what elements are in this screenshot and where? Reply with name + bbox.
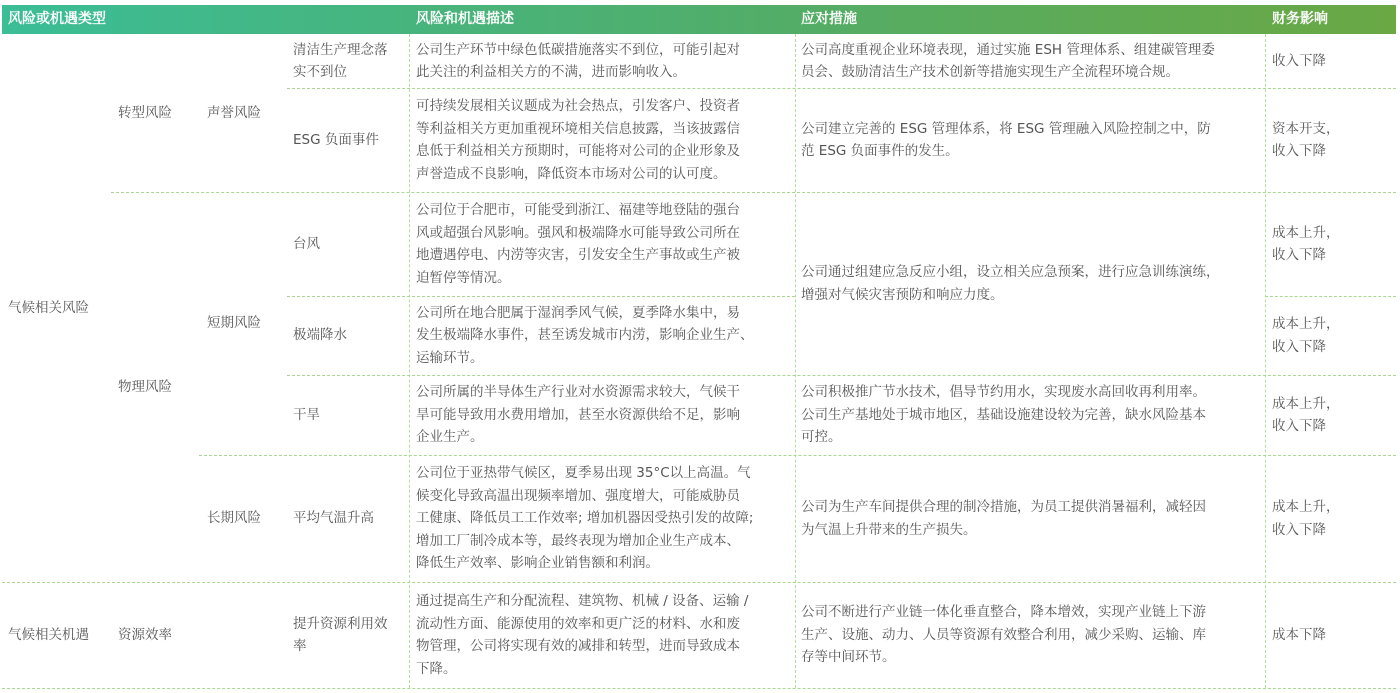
risk-name-extreme-rainfall: 极端降水 (293, 327, 347, 344)
risk-description: 公司位于亚热带气候区，夏季易出现 35°C以上高温。气 候变化导致高温出现频率增加、强度增大，可能威胁员 工健康、降低员工工作效率; 增加机器因受热引发的故障; 增加工厂制冷成本等，最终表现为增加企业生产成本、 降低生产效率、影响企业销售额和利润。 (416, 465, 754, 572)
risk-description: 可持续发展相关议题成为社会热点，引发客户、投资者 等利益相关方更加重视环境相关信息披露，当该披露信 息低于利益相关方预期时，可能将对公司的企业形象及 声誉造成不良影响，降低资本市场对公司的认可度。 (416, 98, 740, 182)
category-climate-opportunity: 气候相关机遇 (8, 626, 89, 643)
risk-name-esg-negative-event: ESG 负面事件 (293, 131, 379, 148)
risk-description: 公司生产环节中绿色低碳措施落实不到位，可能引起对 此关注的利益相关方的不满，进而影响收入。 (416, 41, 740, 80)
risk-name-typhoon: 台风 (293, 235, 320, 252)
type-reputation-risk: 声誉风险 (207, 104, 261, 121)
risk-name-clean-production: 清洁生产理念落 实不到位 (293, 41, 388, 80)
opportunity-name-resource-efficiency: 提升资源利用效 率 (293, 615, 388, 654)
financial-impact: 成本下降 (1272, 626, 1326, 643)
header-measures: 应对措施 (801, 11, 857, 27)
header-description: 风险和机遇描述 (416, 11, 514, 27)
table-header-bar (2, 5, 1396, 34)
risk-name-rising-temperature: 平均气温升高 (293, 510, 374, 527)
risk-name-drought: 干旱 (293, 406, 320, 423)
financial-impact: 成本上升， 收入下降 (1272, 395, 1340, 434)
column-divider (1265, 34, 1266, 688)
risk-description: 公司所属的半导体生产行业对水资源需求较大，气候干 旱可能导致用水费用增加，甚至水资源供给不足，影响 企业生产。 (416, 384, 740, 446)
column-divider (795, 34, 796, 688)
header-financial-impact: 财务影响 (1272, 11, 1328, 27)
financial-impact: 收入下降 (1272, 52, 1326, 69)
risk-measure-emergency-response: 公司通过组建应急反应小组，设立相关应急预案，进行应急训练演练， 增强对气候灾害预防和响应力度。 (801, 264, 1220, 303)
financial-impact: 资本开支， 收入下降 (1272, 120, 1340, 159)
risk-measure: 公司为生产车间提供合理的制冷措施，为员工提供消暑福利，减轻因 为气温上升带来的生产损失。 (801, 499, 1206, 538)
type-long-term-risk: 长期风险 (207, 510, 261, 527)
type-short-term-risk: 短期风险 (207, 315, 261, 332)
risk-description: 公司位于合肥市，可能受到浙江、福建等地登陆的强台 风或超强台风影响。强风和极端降水可能导致公司所在 地遭遇停电、内涝等灾害，引发安全生产事故或生产被 迫暂停等情况。 (416, 202, 740, 286)
subcategory-physical-risk: 物理风险 (118, 378, 172, 395)
opportunity-measure: 公司不断进行产业链一体化垂直整合，降本增效，实现产业链上下游 生产、设施、动力、人员等资源有效整合利用，减少采购、运输、库 存等中间环节。 (801, 604, 1206, 666)
financial-impact: 成本上升， 收入下降 (1272, 316, 1340, 355)
risk-measure: 公司高度重视企业环境表现，通过实施 ESH 管理体系、组建碳管理委 员会、鼓励清洁生产技术创新等措施实现生产全流程环境合规。 (801, 41, 1215, 80)
risk-description: 公司所在地合肥属于湿润季风气候，夏季降水集中，易 发生极端降水事件，甚至诱发城市内涝，影响企业生产、 运输环节。 (416, 304, 754, 366)
risk-measure: 公司积极推广节水技术，倡导节约用水，实现废水高回收再利用率。 公司生产基地处于城市地区，基础设施建设较为完善，缺水风险基本 可控。 (801, 384, 1206, 446)
category-climate-risk: 气候相关风险 (8, 299, 89, 316)
opportunity-description: 通过提高生产和分配流程、建筑物、机械 / 设备、运输 / 流动性方面、能源使用的效率和更广泛的材料、水和废 物管理，公司将实现有效的减排和转型，进而导致成本 下降。 (416, 593, 749, 677)
financial-impact: 成本上升， 收入下降 (1272, 224, 1340, 263)
header-type: 风险或机遇类型 (8, 11, 106, 27)
table-bottom-border (2, 688, 1396, 689)
risk-measure: 公司建立完善的 ESG 管理体系，将 ESG 管理融入风险控制之中，防 范 ESG 负面事件的发生。 (801, 120, 1211, 159)
subcategory-transition-risk: 转型风险 (118, 104, 172, 121)
subcategory-resource-efficiency: 资源效率 (118, 626, 172, 643)
financial-impact: 成本上升， 收入下降 (1272, 499, 1340, 538)
column-divider (409, 34, 410, 688)
